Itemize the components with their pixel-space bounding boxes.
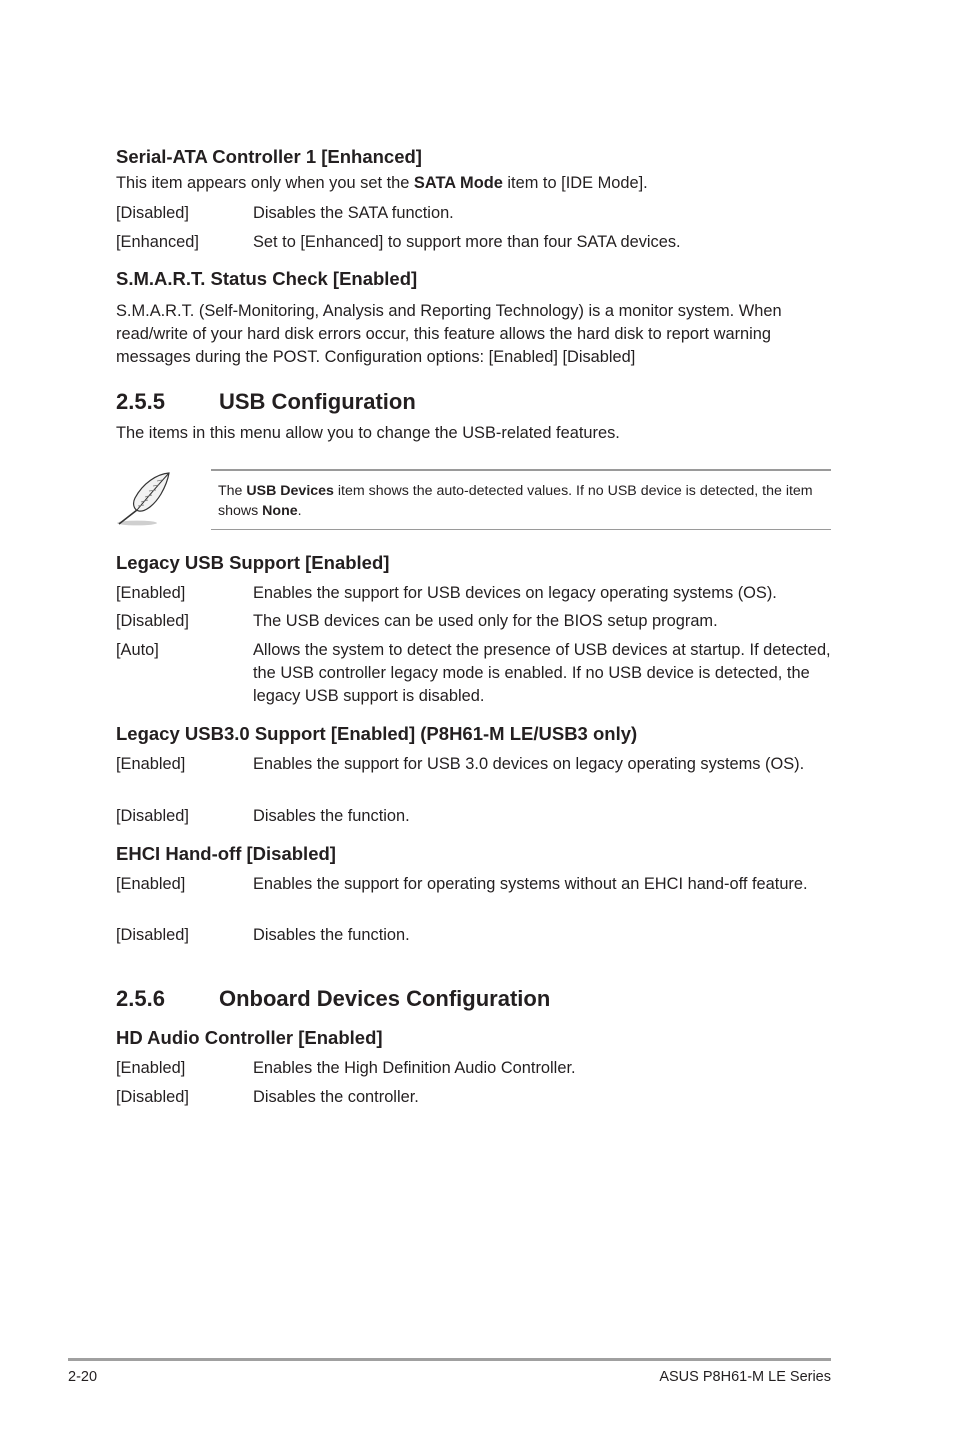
sata-controller-intro: This item appears only when you set the SATA Mode item to [IDE Mode]. — [116, 174, 648, 192]
option-value: [Enhanced] — [116, 233, 199, 251]
section-title: Onboard Devices Configuration — [219, 986, 551, 1011]
legacy-usb-heading: Legacy USB Support [Enabled] — [116, 552, 390, 573]
option-row — [116, 639, 836, 709]
usb-configuration-intro: The items in this menu allow you to change the USB-related features. — [116, 424, 620, 442]
option-row — [116, 1086, 836, 1109]
legacy-usb3-heading: Legacy USB3.0 Support [Enabled] (P8H61-M LE/USB3 only) — [116, 723, 638, 744]
option-value: [Enabled] — [116, 1059, 186, 1077]
smart-heading: S.M.A.R.T. Status Check [Enabled] — [116, 268, 418, 289]
section-number: 2.5.6 — [116, 986, 165, 1011]
option-description: Set to [Enhanced] to support more than four SATA devices. — [253, 233, 681, 251]
note-bottom-rule — [211, 529, 831, 530]
option-description: Enables the support for operating systems without an EHCI hand-off feature. — [253, 875, 808, 893]
option-row — [116, 1057, 836, 1080]
smart-body: S.M.A.R.T. (Self-Monitoring, Analysis and Reporting Technology) is a monitor system. When read/write of your hard disk errors occur, this feature allows the hard disk to report warning messages during the POST. Configuration options: [Enabled] [Disabled] — [116, 302, 782, 366]
page-number: 2-20 — [68, 1369, 98, 1385]
feather-pen-icon — [113, 470, 173, 528]
section-title: USB Configuration — [219, 389, 416, 414]
section-heading-usb-configuration — [116, 389, 616, 415]
note-top-rule — [211, 469, 831, 471]
option-value: [Auto] — [116, 641, 159, 659]
option-row — [116, 582, 836, 605]
option-value: [Disabled] — [116, 612, 189, 630]
option-value: [Enabled] — [116, 755, 186, 773]
option-row — [116, 924, 836, 947]
sata-controller-heading: Serial-ATA Controller 1 [Enhanced] — [116, 146, 422, 167]
option-value: [Disabled] — [116, 204, 189, 222]
option-description: Disables the controller. — [253, 1088, 419, 1106]
footer-rule — [68, 1358, 831, 1361]
option-value: [Disabled] — [116, 1088, 189, 1106]
option-description: Disables the function. — [253, 926, 410, 944]
option-description: Enables the High Definition Audio Controller. — [253, 1059, 576, 1077]
option-value: [Enabled] — [116, 875, 186, 893]
section-number: 2.5.5 — [116, 389, 165, 414]
option-description: Disables the SATA function. — [253, 204, 454, 222]
option-row — [116, 753, 836, 799]
option-description: Allows the system to detect the presence of USB devices at startup. If detected, the USB controller legacy mode is enabled. If no USB device is detected, the legacy USB support is disabled. — [253, 641, 831, 705]
option-description: Enables the support for USB 3.0 devices on legacy operating systems (OS). — [253, 755, 805, 773]
footer-title: ASUS P8H61-M LE Series — [659, 1369, 831, 1385]
option-row — [116, 873, 836, 919]
usb-devices-note: The USB Devices item shows the auto-detected values. If no USB device is detected, the item shows None. — [218, 483, 813, 519]
hd-audio-heading: HD Audio Controller [Enabled] — [116, 1027, 383, 1048]
option-description: The USB devices can be used only for the BIOS setup program. — [253, 612, 718, 630]
option-description: Enables the support for USB devices on legacy operating systems (OS). — [253, 584, 777, 602]
option-row — [116, 805, 836, 828]
option-description: Disables the function. — [253, 807, 410, 825]
section-heading-onboard-devices — [116, 986, 716, 1012]
option-row — [116, 202, 836, 225]
option-value: [Enabled] — [116, 584, 186, 602]
option-value: [Disabled] — [116, 926, 189, 944]
option-value: [Disabled] — [116, 807, 189, 825]
option-row — [116, 610, 836, 633]
option-row — [116, 231, 836, 254]
ehci-heading: EHCI Hand-off [Disabled] — [116, 843, 336, 864]
